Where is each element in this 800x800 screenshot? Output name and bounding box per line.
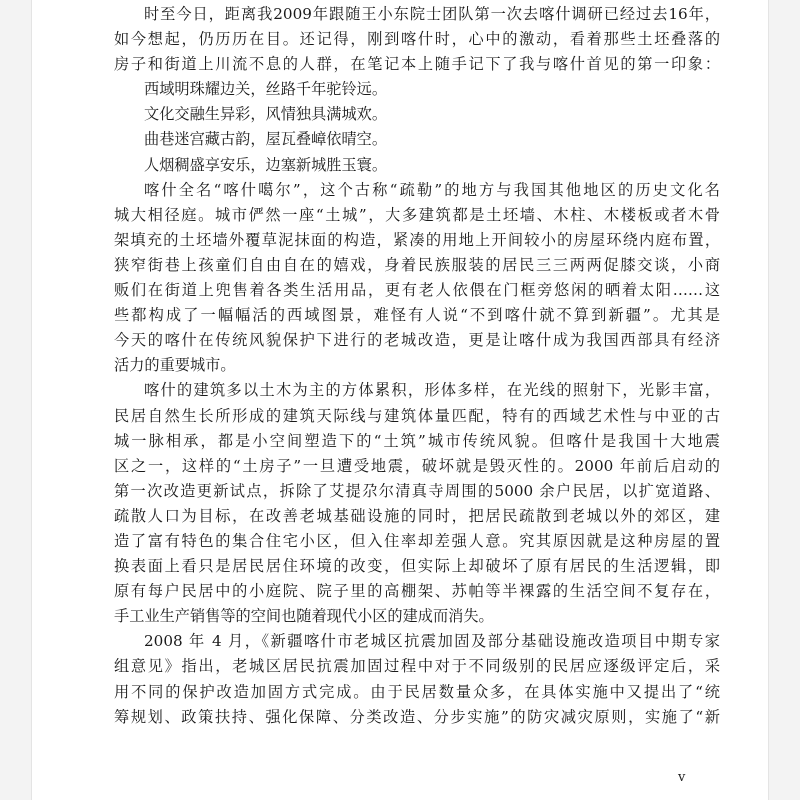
text-line: 组意见》指出，老城区居民抗震加固过程中对于不同级别的民居应逐级评定后，采 xyxy=(114,657,720,676)
text-line: 狭窄街巷上孩童们自由自在的嬉戏，身着民族服装的居民三三两两促膝交谈，小商 xyxy=(114,255,720,274)
text-line: 原有每户民居中的小庭院、院子里的高棚架、苏帕等半裸露的生活空间不复存在， xyxy=(114,582,720,601)
paragraph-2008 xyxy=(114,629,720,729)
text-line: 区之一，这样的“土房子”一旦遭受地震，破坏就是毁灭性的。2000 年前后启动的 xyxy=(114,456,720,475)
paragraph-intro xyxy=(114,2,720,77)
text-line: 喀什全名“喀什噶尔”，这个古称“疏勒”的地方与我国其他地区的历史文化名 xyxy=(144,180,720,199)
text-line: 筹规划、政策扶持、强化保障、分类改造、分步实施”的防灾减灾原则，实施了“新 xyxy=(114,707,720,726)
poem-line: 曲巷迷宫藏古韵，屋瓦叠嶂依晴空。 xyxy=(144,130,387,149)
document-page xyxy=(32,0,768,800)
text-line: 架填充的土坯墙外覆草泥抹面的构造，紧凑的用地上开间较小的房屋环绕内庭布置， xyxy=(114,230,720,249)
body-text xyxy=(114,2,720,730)
text-line: 贩们在街道上兜售着各类生活用品，更有老人依偎在门框旁悠闲的晒着太阳……这 xyxy=(114,281,720,300)
text-line: 如今想起，仍历历在目。还记得，刚到喀什时，心中的激动，看着那些土坯叠落的 xyxy=(114,30,720,49)
paragraph-kashgar-name xyxy=(114,178,720,379)
text-line: 民居自然生长所形成的建筑天际线与建筑体量匹配，特有的西域艺术性与中亚的古 xyxy=(114,406,720,425)
text-line: 用不同的保护改造加固方式完成。由于民居数量众多，在具体实施中又提出了“统 xyxy=(114,682,720,701)
text-line: 造了富有特色的集合住宅小区，但入住率却差强人意。究其原因就是这种房屋的置 xyxy=(114,531,720,550)
text-line: 房子和街道上川流不息的人群，在笔记本上随手记下了我与喀什首见的第一印象： xyxy=(114,55,720,74)
text-line: 些都构成了一幅幅活的西域图景，难怪有人说“不到喀什就不算到新疆”。尤其是 xyxy=(114,306,720,325)
poem-line: 西域明珠耀边关，丝路千年驼铃远。 xyxy=(144,80,387,99)
text-line: 城一脉相承，都是小空间塑造下的“土筑”城市传统风貌。但喀什是我国十大地震 xyxy=(114,431,720,450)
poem xyxy=(114,77,720,177)
paragraph-architecture xyxy=(114,378,720,629)
page-number: v xyxy=(678,770,686,785)
text-line: 2008 年 4 月，《新疆喀什市老城区抗震加固及部分基础设施改造项目中期专家 xyxy=(144,632,720,651)
text-line: 城大相径庭。城市俨然一座“土城”，大多建筑都是土坯墙、木柱、木楼板或者木骨 xyxy=(114,205,720,224)
text-line: 活力的重要城市。 xyxy=(114,356,236,375)
poem-line: 文化交融生异彩，风情独具满城欢。 xyxy=(144,105,387,124)
text-line: 手工业生产销售等的空间也随着现代小区的建成而消失。 xyxy=(114,607,494,626)
text-line: 时至今日，距离我2009年跟随王小东院士团队第一次去喀什调研已经过去16年， xyxy=(144,5,720,23)
text-line: 第一次改造更新试点，拆除了艾提尕尔清真寺周围的5000 余户民居，以扩宽道路、 xyxy=(114,481,720,500)
poem-line: 人烟稠盛享安乐，边塞新城胜玉寰。 xyxy=(144,155,387,174)
text-line: 换表面上看只是居民居住环境的改变，但实际上却破坏了原有居民的生活逻辑，即 xyxy=(114,557,720,576)
text-line: 疏散人口为目标，在改善老城基础设施的同时，把居民疏散到老城以外的郊区，建 xyxy=(114,506,720,525)
text-line: 喀什的建筑多以土木为主的方体累积，形体多样，在光线的照射下，光影丰富， xyxy=(144,381,720,400)
text-line: 今天的喀什在传统风貌保护下进行的老城改造，更是让喀什成为我国西部具有经济 xyxy=(114,331,720,350)
